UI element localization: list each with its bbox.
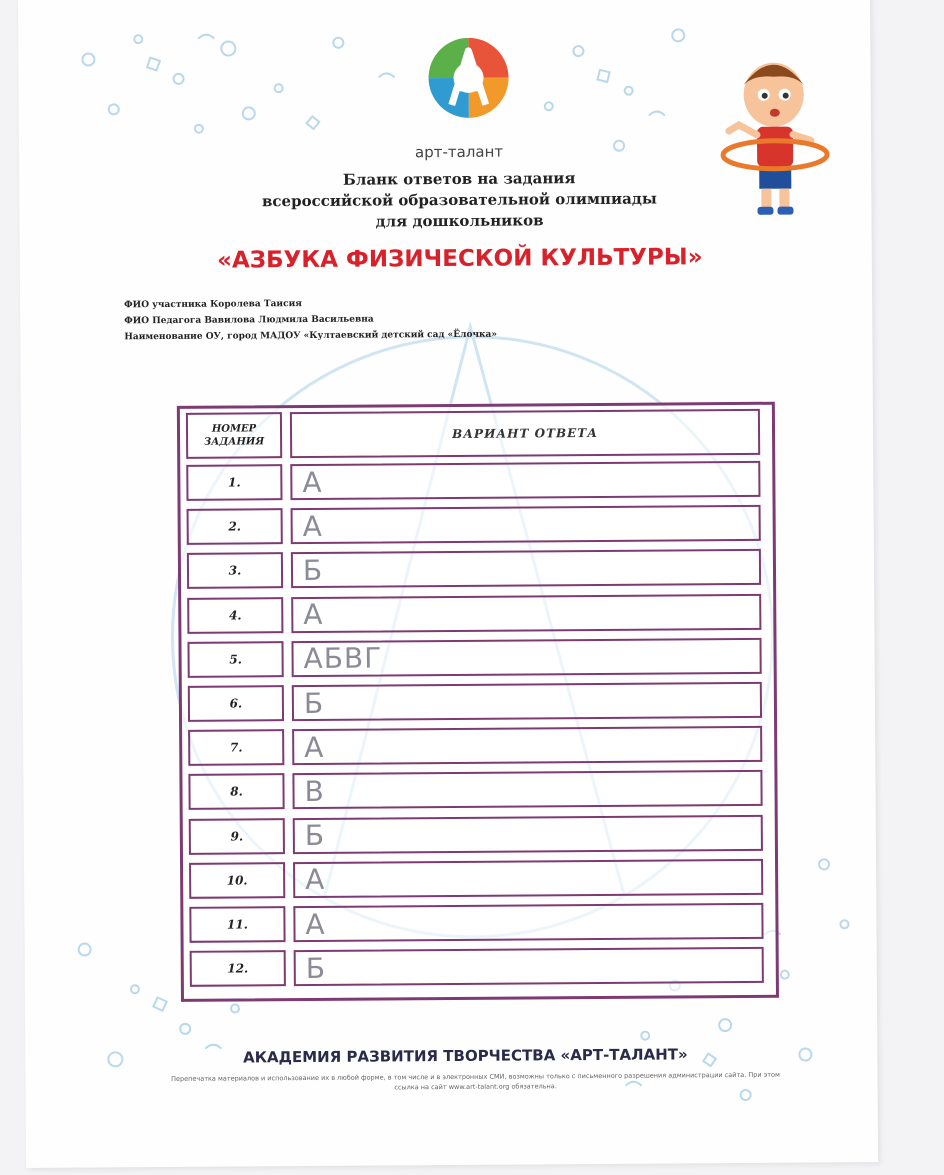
table-row <box>181 549 773 589</box>
title-line-3: для дошкольников <box>375 211 544 231</box>
table-row <box>183 903 775 943</box>
handwritten-answer: А <box>291 593 761 632</box>
task-number: 6. <box>188 685 284 722</box>
handwritten-answer: Б <box>291 549 761 588</box>
task-number: 1. <box>186 464 282 501</box>
table-header-row <box>180 409 772 459</box>
task-number: 9. <box>189 818 285 855</box>
task-number: 2. <box>187 508 283 545</box>
table-row <box>181 505 773 545</box>
handwritten-answer: Б <box>293 814 763 853</box>
table-row <box>181 593 773 633</box>
table-row <box>184 947 776 987</box>
handwritten-answer: А <box>292 726 762 765</box>
task-number: 7. <box>188 729 284 766</box>
olympiad-title: «АЗБУКА ФИЗИЧЕСКОЙ КУЛЬТУРЫ» <box>217 244 703 274</box>
table-row <box>182 682 774 722</box>
handwritten-answer: А <box>291 505 761 544</box>
brand-name: арт-талант <box>414 142 504 162</box>
form-title <box>59 166 859 235</box>
handwritten-answer: А <box>293 859 763 898</box>
answer-table <box>177 402 779 1002</box>
task-number: 3. <box>187 553 283 590</box>
teacher-name: ФИО Педагога Вавилова Людмила Васильевна <box>124 314 374 327</box>
task-number: 8. <box>188 774 284 811</box>
header-answer-variant: ВАРИАНТ ОТВЕТА <box>290 409 760 458</box>
participant-info <box>124 295 497 346</box>
header-task-number: НОМЕР ЗАДАНИЯ <box>186 412 282 459</box>
handwritten-answer: А <box>293 903 763 942</box>
table-row <box>182 770 774 810</box>
handwritten-answer: Б <box>294 947 764 986</box>
title-line-1: Бланк ответов на задания <box>342 169 576 189</box>
handwritten-answer: А <box>290 461 760 500</box>
task-number: 4. <box>187 597 283 634</box>
table-row <box>183 859 775 899</box>
handwritten-answer: АБВГ <box>291 638 761 677</box>
answer-sheet <box>18 0 878 1168</box>
participant-name: ФИО участника Королева Таисия <box>124 299 302 311</box>
handwritten-answer: Б <box>292 682 762 721</box>
handwritten-answer: В <box>292 770 762 809</box>
task-number: 12. <box>190 950 286 987</box>
table-row <box>181 638 773 678</box>
footer-title: АКАДЕМИЯ РАЗВИТИЯ ТВОРЧЕСТВА «АРТ-ТАЛАНТ» <box>243 1045 688 1067</box>
table-row <box>182 726 774 766</box>
institution-name: Наименование ОУ, город МАДОУ «Култаевский детский сад «Ёлочка» <box>124 329 498 343</box>
table-row <box>183 814 775 854</box>
task-number: 10. <box>189 862 285 899</box>
task-number: 5. <box>187 641 283 678</box>
table-row <box>180 461 772 501</box>
title-line-2: всероссийской образовательной олимпиады <box>261 189 657 211</box>
art-talant-logo <box>423 33 514 124</box>
task-number: 11. <box>189 906 285 943</box>
footer-note: Перепечатка материалов и использование их в любой форме, в том числе и в электронных СМИ, возможны только с письменного разрешения администрации сайта. При этом ссылка на сайт www.art-talant.org обязательна. <box>171 1070 780 1092</box>
